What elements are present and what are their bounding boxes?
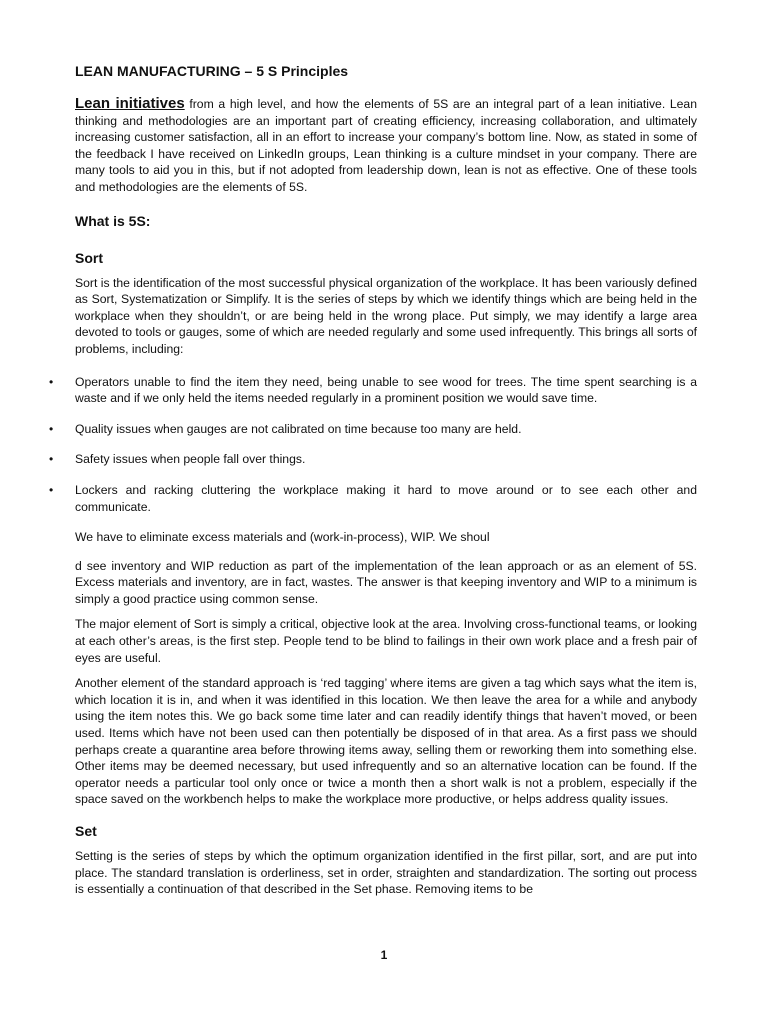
list-item-text: Lockers and racking cluttering the workplace making it hard to move around or to see each other and communicate. (75, 482, 697, 514)
bullet-icon: • (49, 421, 54, 436)
sort-heading: Sort (75, 249, 103, 266)
bullet-icon: • (49, 374, 54, 389)
intro-body-text: from a high level, and how the elements of 5S are an integral part of a lean initiative. Lean thinking and methodologies are an important part of creating efficiency, increasing collaboration, and ultimately increasing customer satisfaction, all in an effort to increase your company’s bottom line. Now, as stated in some of the feedback I have received on LinkedIn groups, Lean thinking is a culture mindset in your company. There are many tools to aid you in this, but if not adopted from leadership down, lean is not as effective. One of these tools and methodologies are the elements of 5S. (75, 97, 697, 194)
list-item (49, 482, 697, 515)
set-paragraph: Setting is the series of steps by which the optimum organization identified in the first pillar, sort, and are put into place. The standard translation is orderliness, set in order, straighten and standardization. The sorting out process is essentially a continuation of that described in the Set phase. Removing items to be (75, 849, 697, 897)
intro-paragraph (75, 96, 697, 196)
list-item-text: Safety issues when people fall over things. (75, 452, 306, 467)
list-item-text: Operators unable to find the item they need, being unable to see wood for trees. The time spent searching is a waste and if we only held the items needed regularly in a prominent position we would save time. (75, 374, 697, 406)
intro-lead-text: Lean initiatives (75, 95, 185, 112)
bullet-icon: • (49, 452, 54, 467)
list-item (49, 451, 697, 468)
document-body (49, 62, 697, 898)
wip-paragraph-second: d see inventory and WIP reduction as part of the implementation of the lean approach or as an element of 5S. Excess materials and inventory, are in fact, wastes. The answer is that keeping inventory and WIP to a minimum is simply a good practice using common sense. (75, 558, 697, 606)
set-heading: Set (75, 823, 97, 839)
red-tagging-paragraph: Another element of the standard approach is ‘red tagging’ where items are given a tag which says what the item is, which location it is in, and when it was identified in this location. We then leave the area for a while and anybody using the item notes this. We go back some time later and can readily identify things that haven’t moved, or been used. Items which have not been used can then potentially be disposed of in that area. As a first pass we should perhaps create a quarantine area before throwing items away, selling them or reworking them into something else. Other items may be deemed necessary, but used infrequently and so an alternative location can be found. If the operator needs a particular tool only once or twice a month then a short walk is not a problem, especially if the space saved on the workbench helps to make the workplace more productive, or helps address quality issues. (75, 676, 697, 807)
list-item-text: Quality issues when gauges are not calibrated on time because too many are held. (75, 421, 522, 436)
what-is-5s-heading: What is 5S: (75, 212, 151, 229)
page-number: 1 (380, 948, 388, 962)
list-item (49, 421, 697, 438)
list-item (49, 374, 697, 407)
wip-paragraph-first: We have to eliminate excess materials and (work-in-process), WIP. We shoul (75, 530, 490, 545)
sort-intro-paragraph: Sort is the identification of the most successful physical organization of the workplace. It has been variously defined as Sort, Systematization or Simplify. It is the series of steps by which we identify things which are being held in the workplace when they shouldn’t, or are being held in the wrong place. Put simply, we may identify a large area devoted to tools or gauges, some of which are needed regularly and some used infrequently. This brings all sorts of problems, including: (75, 275, 697, 356)
major-element-paragraph: The major element of Sort is simply a critical, objective look at the area. Involving cross-functional teams, or looking at each other’s areas, is the first step. People tend to be blind to failings in their own work place and a fresh pair of eyes are useful. (75, 617, 697, 665)
bullet-icon: • (49, 482, 54, 497)
sort-problems-list (49, 374, 697, 516)
document-title: LEAN MANUFACTURING – 5 S Principles (75, 63, 349, 79)
